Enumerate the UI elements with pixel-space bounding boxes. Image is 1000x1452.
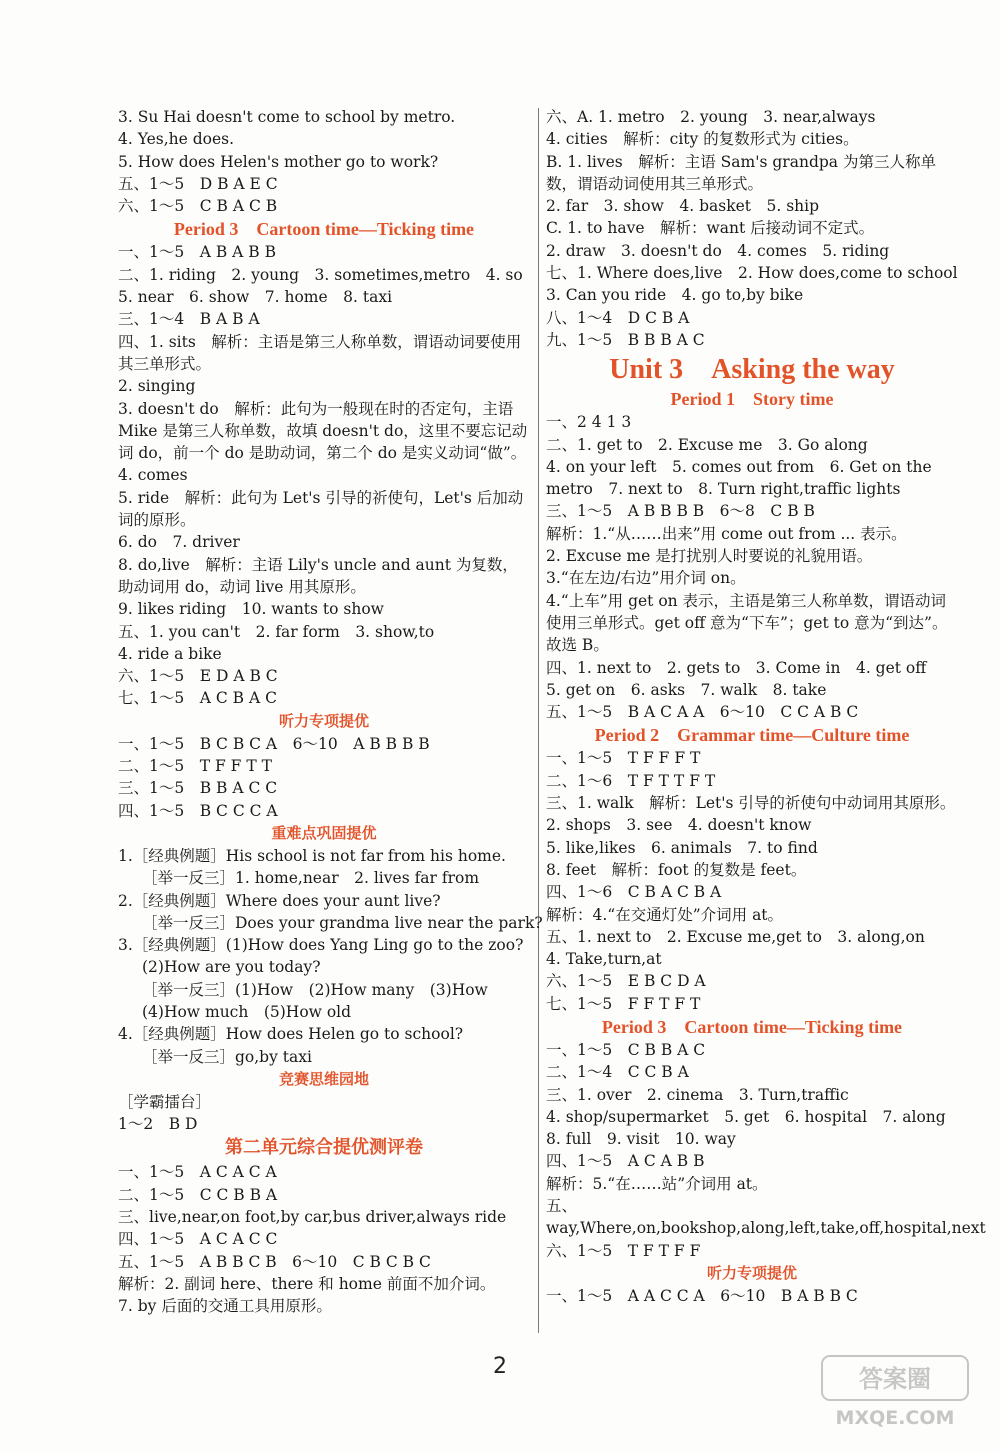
- answer-line: 五、1～5 A B B C B 6～10 C B C B C: [118, 1252, 431, 1271]
- answer-line: ［学霸擂台］: [118, 1092, 212, 1111]
- answer-line: 3.“在左边/右边”用介词 on。: [546, 569, 746, 588]
- answer-line: 2. far 3. show 4. basket 5. ship: [546, 197, 820, 216]
- answer-line: 解析：2. 副词 here、there 和 home 前面不加介词。: [118, 1274, 496, 1293]
- answer-line: 五、1～5 D B A E C: [118, 174, 278, 193]
- answer-line: 3.［经典例题］(1)How does Yang Ling go to the zoo?: [118, 936, 524, 955]
- answer-line: 4. Yes,he does.: [118, 130, 235, 149]
- answer-line: 4. Take,turn,at: [546, 950, 662, 969]
- answer-line: (4)How much (5)How old: [142, 1002, 352, 1021]
- answer-line: 4. shop/supermarket 5. get 6. hospital 7. along: [546, 1107, 946, 1126]
- answer-line: 六、1～5 T F T F F: [546, 1241, 701, 1260]
- answer-line: 二、1～5 T F F T T: [118, 757, 272, 776]
- answer-line: 六、1～5 E D A B C: [118, 667, 278, 686]
- answer-line: 5. like,likes 6. animals 7. to find: [546, 838, 818, 857]
- answer-line: 4.［经典例题］How does Helen go to school?: [118, 1025, 464, 1044]
- right-column: [546, 106, 986, 1307]
- answer-line: 七、1～5 A C B A C: [118, 689, 277, 708]
- section-heading: 重难点巩固提优: [271, 823, 377, 842]
- answer-line: 五、1～5 B A C A A 6～10 C C A B C: [546, 703, 859, 722]
- answer-line: 四、1～6 C B A C B A: [546, 883, 722, 902]
- answer-line: 4. comes: [118, 466, 188, 485]
- answer-line: 4. ride a bike: [118, 644, 222, 663]
- answer-line: 一、1～5 T F F F T: [546, 749, 701, 768]
- answer-line: 三、1～4 B A B A: [118, 310, 260, 329]
- answer-line: 5. How does Helen's mother go to work?: [118, 152, 439, 171]
- section-heading: 听力专项提优: [706, 1263, 797, 1282]
- answer-line: ［举一反三］Does your grandma live near the park?: [142, 913, 543, 932]
- answer-line: 5. ride 解析：此句为 Let's 引导的祈使句，Let's 后加动词的原形。: [118, 488, 524, 530]
- answer-line: 二、1. get to 2. Excuse me 3. Go along: [546, 435, 868, 454]
- answer-line: ［举一反三］(1)How (2)How many (3)How: [142, 980, 488, 999]
- answer-line: 八、1～4 D C B A: [546, 308, 690, 327]
- answer-line: 2. singing: [118, 377, 196, 396]
- section-heading: 竞赛思维园地: [278, 1069, 369, 1088]
- answer-line: 七、1. Where does,live 2. How does,come to school: [546, 264, 958, 283]
- answer-line: 二、1～5 C C B B A: [118, 1185, 278, 1204]
- section-heading: Period 2 Grammar time—Culture time: [594, 725, 910, 746]
- answer-line: 2. draw 3. doesn't do 4. comes 5. riding: [546, 241, 890, 260]
- answer-line: 三、1～5 A B B B B 6～8 C B B: [546, 502, 815, 521]
- answer-line: 二、1～6 T F T T F T: [546, 771, 716, 790]
- section-heading: Period 3 Cartoon time—Ticking time: [173, 219, 475, 240]
- answer-line: 一、1～5 B C B C A 6～10 A B B B B: [118, 734, 430, 753]
- answer-line: 6. do 7. driver: [118, 533, 240, 552]
- watermark-alt-text: 答案圈: [859, 1365, 931, 1393]
- answer-line: 一、1～5 A C A C A: [118, 1163, 277, 1182]
- answer-line: 二、1～4 C C B A: [546, 1063, 689, 1082]
- answer-line: 8. full 9. visit 10. way: [546, 1130, 736, 1149]
- answer-line: 三、live,near,on foot,by car,bus driver,always ride: [118, 1208, 507, 1227]
- answer-line: 8. feet 解析：foot 的复数是 feet。: [546, 860, 807, 879]
- answer-line: 1～2 B D: [118, 1115, 198, 1134]
- answer-line: 四、1～5 B C C C A: [118, 801, 278, 820]
- answer-line: 5. get on 6. asks 7. walk 8. take: [546, 680, 827, 699]
- answer-line: 四、1. sits 解析：主语是第三人称单数，谓语动词要使用其三单形式。: [118, 332, 522, 373]
- answer-line: 四、1. next to 2. gets to 3. Come in 4. get off: [546, 658, 927, 677]
- section-heading: 第二单元综合提优测评卷: [225, 1137, 423, 1159]
- answer-line: 解析：1.“从……出来”用 come out from ... 表示。: [546, 524, 907, 543]
- answer-line: 二、1. riding 2. young 3. sometimes,metro 4. so: [118, 265, 523, 284]
- answer-line: 3. Can you ride 4. go to,by bike: [546, 286, 804, 305]
- answer-line: 2.［经典例题］Where does your aunt live?: [118, 891, 441, 910]
- answer-line: 五、1. next to 2. Excuse me,get to 3. along,on: [546, 927, 925, 946]
- answer-line: 六、1～5 C B A C B: [118, 197, 278, 216]
- section-heading: Period 3 Cartoon time—Ticking time: [601, 1016, 903, 1037]
- answer-line: B. 1. lives 解析：主语 Sam's grandpa 为第三人称单数，谓语动词使用其三单形式。: [546, 152, 936, 193]
- answer-line: 7. by 后面的交通工具用原形。: [118, 1297, 332, 1316]
- answer-line: 六、1～5 E B C D A: [546, 972, 706, 991]
- answer-line: 1.［经典例题］His school is not far from his home.: [118, 846, 506, 865]
- watermark-text: MXQE.COM: [835, 1407, 955, 1429]
- answer-line: 一、1～5 C B B A C: [546, 1040, 706, 1059]
- answer-line: 四、1～5 A C A C C: [118, 1230, 278, 1249]
- page-number: 2: [493, 1354, 507, 1379]
- column-divider: [538, 108, 539, 1333]
- unit-title: Unit 3 Asking the way: [609, 354, 895, 386]
- answer-line: 3. Su Hai doesn't come to school by metro.: [118, 108, 456, 126]
- answer-line: (2)How are you today?: [142, 958, 321, 977]
- answer-line: 4. on your left 5. comes out from 6. Get on the metro 7. next to 8. Turn right,traffic lights: [546, 457, 932, 499]
- answer-line: 三、1～5 B B A C C: [118, 779, 278, 798]
- answer-line: 5. near 6. show 7. home 8. taxi: [118, 288, 393, 307]
- answer-line: 四、1～5 A C A B B: [546, 1152, 705, 1171]
- answer-line: 三、1. walk 解析：Let's 引导的祈使句中动词用其原形。: [546, 794, 956, 813]
- answer-line: 六、A. 1. metro 2. young 3. near,always: [546, 108, 876, 126]
- answer-line: 一、1～5 A A C C A 6～10 B A B B C: [546, 1286, 858, 1305]
- answer-line: 三、1. over 2. cinema 3. Turn,traffic: [546, 1085, 849, 1104]
- section-heading: 听力专项提优: [278, 711, 369, 730]
- answer-line: ［举一反三］go,by taxi: [142, 1047, 312, 1066]
- answer-line: 一、1～5 A B A B B: [118, 243, 276, 262]
- answer-line: 一、2 4 1 3: [546, 413, 632, 432]
- answer-line: 五、1. you can't 2. far form 3. show,to: [118, 622, 435, 641]
- answer-line: ［举一反三］1. home,near 2. lives far from: [142, 869, 480, 888]
- answer-line: 九、1～5 B B B A C: [546, 330, 705, 349]
- answer-line: 2. Excuse me 是打扰别人时要说的礼貌用语。: [546, 547, 873, 566]
- answer-line: 五、way,Where,on,bookshop,along,left,take,off,hospital,next: [546, 1197, 986, 1238]
- answer-line: 3. doesn't do 解析：此句为一般现在时的否定句，主语 Mike 是第三人称单数，故填 doesn't do，这里不要忘记动词 do，前一个 do 是助动词，第二个 do 是实义动词“做”。: [118, 399, 528, 463]
- answer-line: 4.“上车”用 get on 表示，主语是第三人称单数，谓语动词使用三单形式。get off 意为“下车”；get to 意为“到达”。故选 B。: [546, 591, 948, 655]
- answer-line: 9. likes riding 10. wants to show: [118, 600, 384, 619]
- answer-line: 七、1～5 F F T F T: [546, 994, 701, 1013]
- answer-line: C. 1. to have 解析：want 后接动词不定式。: [546, 219, 875, 238]
- watermark-logo: [820, 1352, 970, 1434]
- answer-line: 4. cities 解析：city 的复数形式为 cities。: [546, 130, 859, 149]
- answer-line: 2. shops 3. see 4. doesn't know: [546, 816, 812, 835]
- answer-line: 解析：5.“在……站”介词用 at。: [546, 1174, 768, 1193]
- answer-line: 解析：4.“在交通灯处”介词用 at。: [546, 905, 784, 924]
- answer-line: 8. do,live 解析：主语 Lily's uncle and aunt 为复数，助动词用 do，动词 live 用其原形。: [118, 555, 518, 596]
- section-heading: Period 1 Story time: [670, 389, 834, 410]
- left-column: [118, 106, 543, 1318]
